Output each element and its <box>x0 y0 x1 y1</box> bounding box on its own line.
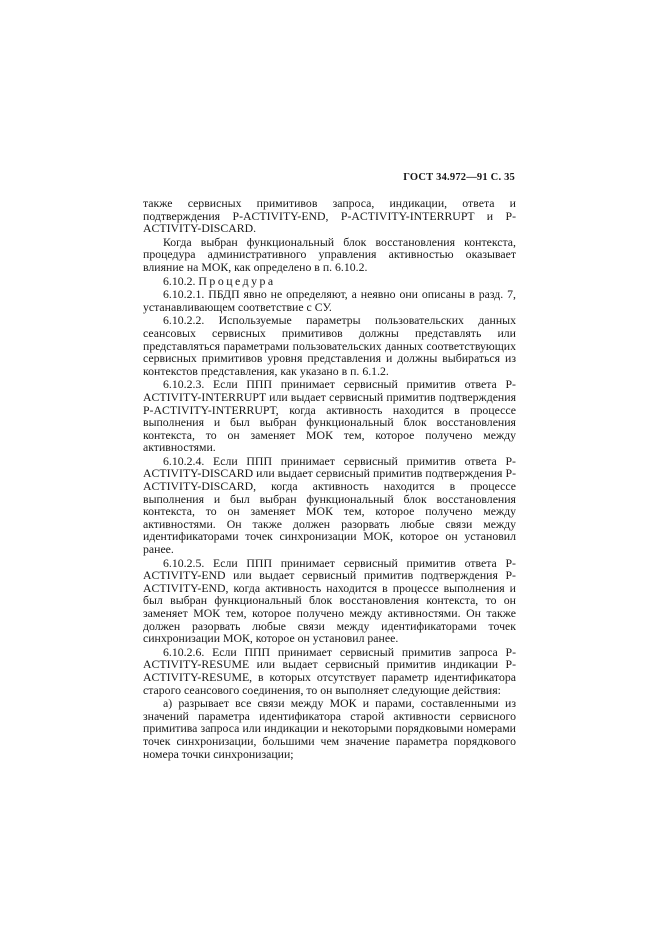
clause-6-10-2-3: 6.10.2.3. Если ППП принимает сервисный примитив ответа P-ACTIVITY-INTERRUPT или выдает сервисный примитив подтверждения P-ACTIVITY-INTERRUPT, когда активность находится в процессе выполнения и был выбран функциональный блок восстановления контекста, то он заменяет МОК тем, которое получено между активностями. <box>143 377 516 455</box>
clause-6-10-2-6: 6.10.2.6. Если ППП принимает сервисный примитив запроса P-ACTIVITY-RESUME или выдает сервисный примитив индикации P-ACTIVITY-RESUME, в которых отсутствует параметр идентификатора старого сеансового соединения, то он выполняет следующие действия: <box>143 644 516 697</box>
section-number: 6.10.2. <box>163 273 196 288</box>
paragraph-context-restoration: Когда выбран функциональный блок восстановления контекста, процедура административного управления активностью оказывает влияние на МОК, как определено в п. 6.10.2. <box>143 234 516 274</box>
document-body <box>143 197 516 761</box>
section-heading <box>143 275 516 288</box>
paragraph-continuation: также сервисных примитивов запроса, индикации, ответа и подтверждения P-ACTIVITY-END, P-ACTIVITY-INTERRUPT и P-ACTIVITY-DISCARD. <box>143 196 516 236</box>
list-item-a: а) разрывает все связи между МОК и парами, составленными из значений параметра идентификатора старой активности сервисного примитива запроса или индикации и некоторыми порядковыми номерами точек синхронизации, большими чем значение параметра порядкового номера точки синхронизации; <box>143 696 516 761</box>
clause-6-10-2-4: 6.10.2.4. Если ППП принимает сервисный примитив ответа P-ACTIVITY-DISCARD или выдает сервисный примитив подтверждения P-ACTIVITY-DISCARD, когда активность находится в процессе выполнения и был выбран функциональный блок восстановления контекста, то он заменяет МОК тем, которое получено между активностями. Он также должен разорвать любые связи между идентификаторами точек синхронизации МОК, которое он установил ранее. <box>143 453 516 557</box>
clause-6-10-2-1: 6.10.2.1. ПБДП явно не определяют, а неявно они описаны в разд. 7, устанавливающем соответствие с СУ. <box>143 287 516 314</box>
section-title: Процедура <box>198 273 276 288</box>
clause-6-10-2-5: 6.10.2.5. Если ППП принимает сервисный примитив ответа P-ACTIVITY-END или выдает сервисный примитив подтверждения P-ACTIVITY-END, когда активность находится в процессе выполнения и был выбран функциональный блок восстановления контекста, то он заменяет МОК тем, которое получено между активностями. Он также должен разорвать любые связи между идентификаторами точек синхронизации МОК, которое он установил ранее. <box>143 555 516 646</box>
page-header: ГОСТ 34.972—91 С. 35 <box>403 172 515 183</box>
clause-6-10-2-2: 6.10.2.2. Используемые параметры пользовательских данных сеансовых сервисных примитивов должны представлять или представляться параметрами пользовательских данных соответствующих сервисных примитивов уровня представления и должны выбираться из контекстов представления, как указано в п. 6.1.2. <box>143 313 516 378</box>
